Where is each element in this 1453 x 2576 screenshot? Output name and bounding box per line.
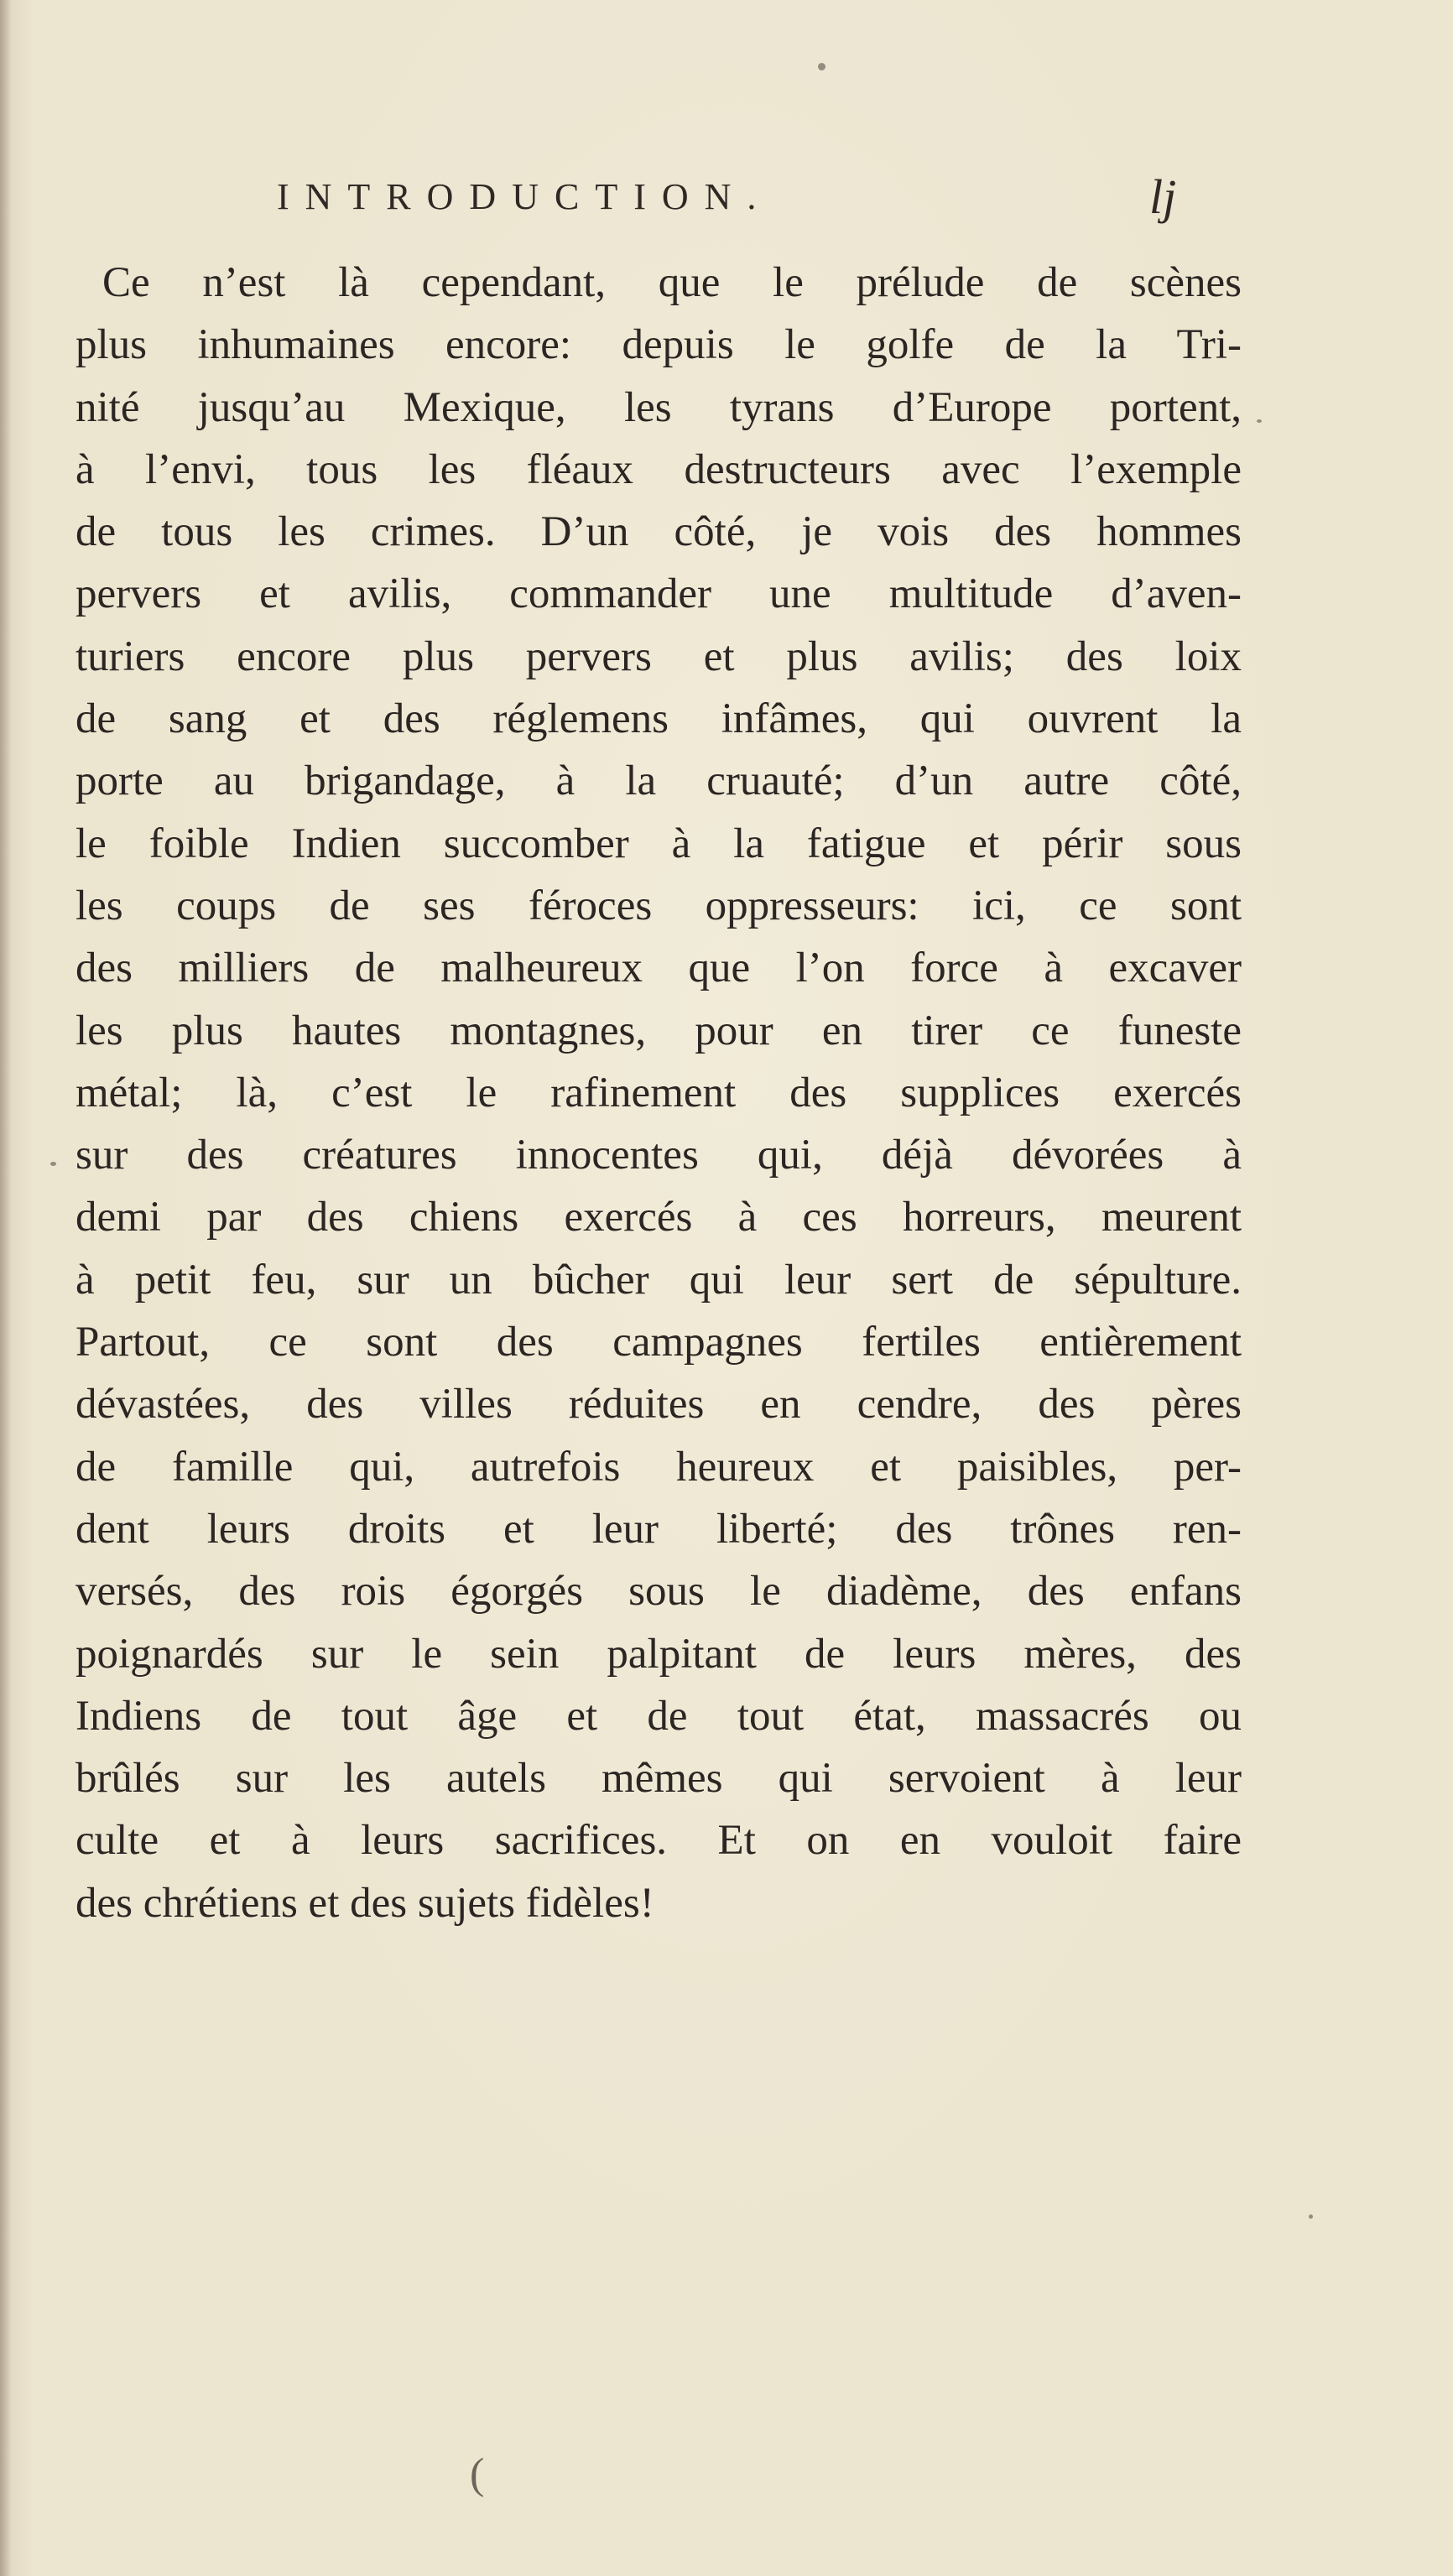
text-line: de famille qui, autrefois heureux et paisibles, per- — [76, 1443, 1242, 1491]
text-line: Ce n’est là cependant, que le prélude de scènes — [102, 259, 1242, 306]
text-line: plus inhumaines encore: depuis le golfe de la Tri- — [76, 321, 1242, 369]
text-line: demi par des chiens exercés à ces horreurs, meurent — [76, 1194, 1242, 1241]
body-paragraph — [76, 252, 1242, 1934]
text-line: turiers encore plus pervers et plus avilis; des loix — [76, 632, 1242, 680]
ink-speck — [1257, 419, 1262, 423]
text-line: brûlés sur les autels mêmes qui servoient à leur — [76, 1755, 1242, 1803]
text-line: Indiens de tout âge et de tout état, massacrés ou — [76, 1692, 1242, 1740]
text-line: à l’envi, tous les fléaux destructeurs avec l’exemple — [76, 445, 1242, 493]
text-line: porte au brigandage, à la cruauté; d’un autre côté, — [76, 757, 1242, 805]
footer-mark: ( — [470, 2450, 485, 2498]
text-line: sur des créatures innocentes qui, déjà dévorées à — [76, 1132, 1242, 1179]
text-line: des chrétiens et des sujets fidèles! — [76, 1879, 654, 1927]
binding-shadow — [0, 0, 12, 2576]
text-line: métal; là, c’est le rafinement des supplices exercés — [76, 1069, 1242, 1116]
ink-speck — [818, 63, 825, 70]
text-line: dent leurs droits et leur liberté; des trônes ren- — [76, 1505, 1242, 1553]
page-number: lj — [1149, 169, 1177, 224]
ink-speck — [1309, 2214, 1313, 2219]
text-line: à petit feu, sur un bûcher qui leur sert de sépulture. — [76, 1256, 1242, 1304]
ink-speck — [50, 1162, 56, 1166]
text-line: Partout, ce sont des campagnes fertiles entièrement — [76, 1319, 1242, 1366]
text-line: culte et à leurs sacrifices. Et on en vouloit faire — [76, 1817, 1242, 1865]
text-line: versés, des rois égorgés sous le diadème, des enfans — [76, 1568, 1242, 1616]
text-line: le foible Indien succomber à la fatigue et périr sous — [76, 820, 1242, 867]
text-line: de sang et des réglemens infâmes, qui ouvrent la — [76, 695, 1242, 743]
text-line: dévastées, des villes réduites en cendre, des pères — [76, 1381, 1242, 1429]
text-line: de tous les crimes. D’un côté, je vois des hommes — [76, 508, 1242, 556]
text-line: les coups de ses féroces oppresseurs: ici, ce sont — [76, 882, 1242, 929]
running-head: INTRODUCTION. — [277, 176, 773, 217]
text-line: pervers et avilis, commander une multitude d’aven- — [76, 570, 1242, 618]
text-line: nité jusqu’au Mexique, les tyrans d’Europe portent, — [76, 383, 1242, 431]
text-line: les plus hautes montagnes, pour en tirer ce funeste — [76, 1007, 1242, 1054]
text-line: des milliers de malheureux que l’on force à excaver — [76, 945, 1242, 992]
text-line: poignardés sur le sein palpitant de leurs mères, des — [76, 1630, 1242, 1678]
